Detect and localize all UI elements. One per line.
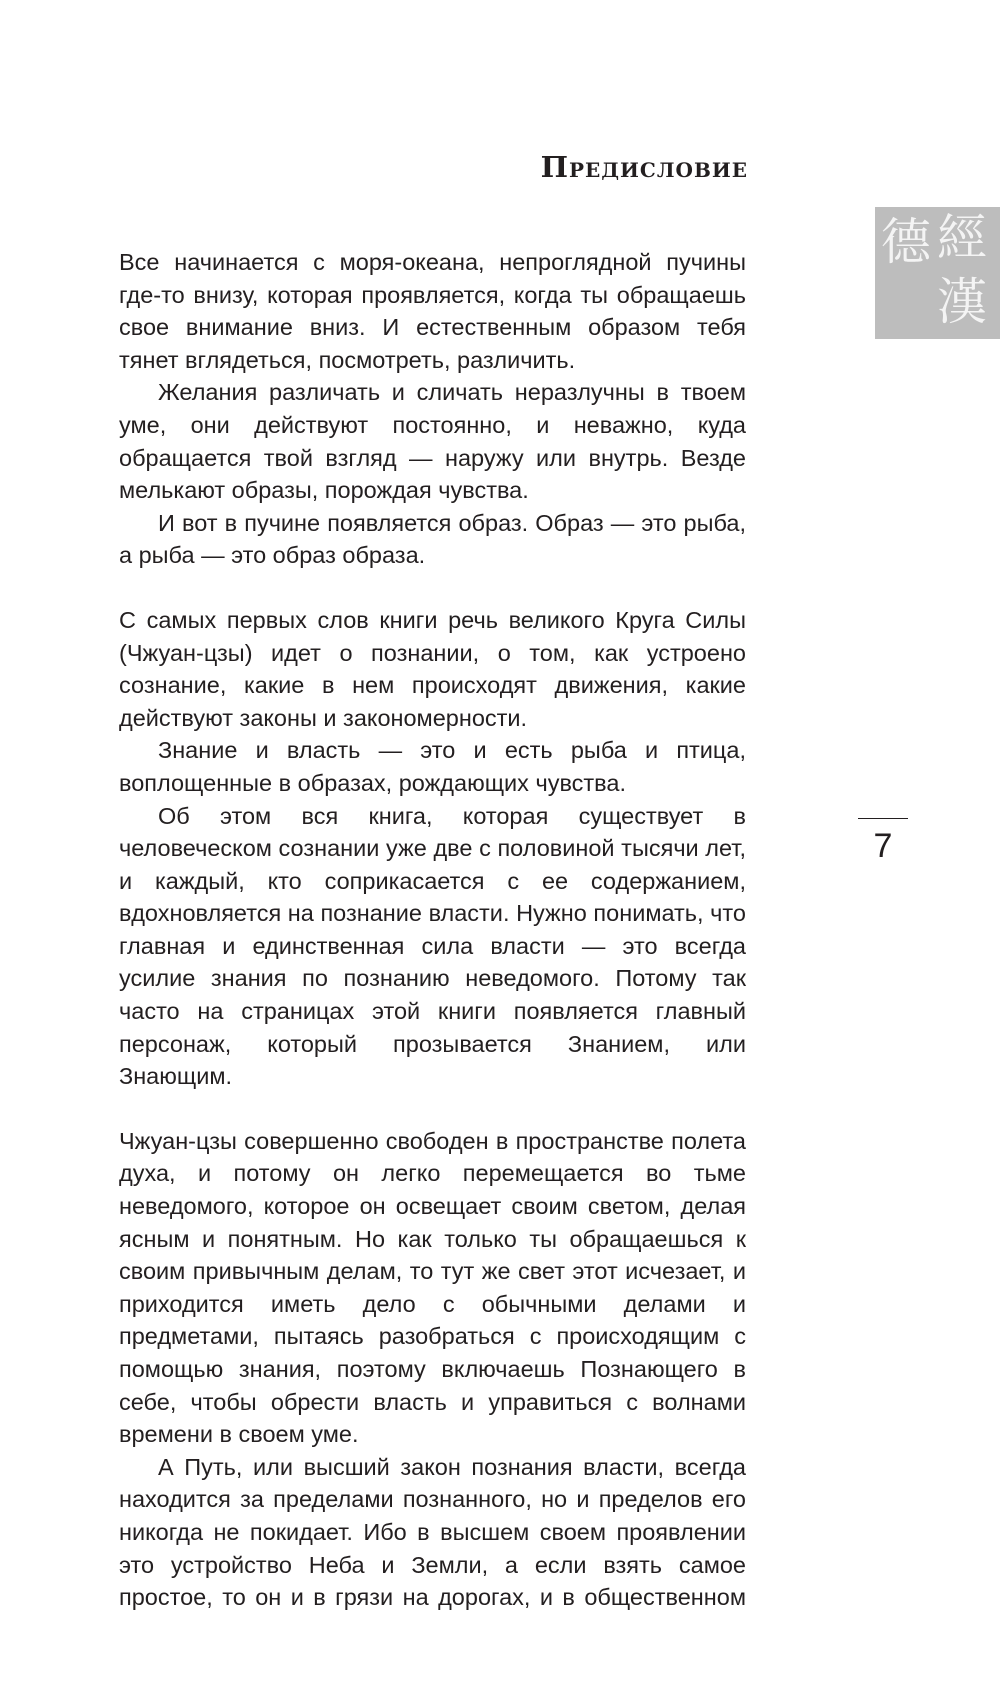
paragraph: А Путь, или высший закон познания власти, всегда находится за пределами познанного, но и пределов его никогда не покидает. Ибо в высшем своем проявлении это устройство Неба и Земли, а если взять самое простое, то он и в грязи на дорогах, и в общественном [119,1453,746,1611]
paragraph: Все начинается с моря-океана, непроглядной пучины где-то внизу, которая проявляется, когда ты обращаешь свое внимание вниз. И естественным образом тебя тянет вглядеться, посмотреть, различить. [119,249,746,373]
seal-stamp-image [875,207,1000,339]
paragraph: Знание и власть — это и есть рыба и птица, воплощенные в образах, рождающих чувства. [119,737,746,796]
section-gap [119,1093,746,1125]
section-gap [119,572,746,604]
paragraph: Об этом вся книга, которая существует в человеческом сознании уже две с половиной тысячи лет, и каждый, кто соприкасается с ее содержанием, вдохновляется на познание власти. Нужно понимать, что главная и единственная сила власти — это всегда усилие знания по познанию неведомого. Потому так часто на страницах этой книги появляется главный персонаж, который прозывается Знанием, или Знающим. [119,802,746,1090]
body-text [119,246,746,1614]
seal-glyph: 漢 [937,273,987,331]
paragraph: Чжуан-цзы совершенно свободен в пространстве полета духа, и потому он легко перемещается во тьме неведомого, которое он освещает своим светом, делая ясным и понятным. Но как только ты обращаешься к своим привычным делам, то тут же свет этот исчезает, и приходится иметь дело с обычными делами и предметами, пытаясь разобраться с происходящим с помощью знания, поэтому включаешь Познающего в себе, чтобы обрести власть и управиться с волнами времени в своем уме. [119,1127,746,1448]
seal-glyph: 經 [937,209,987,267]
paragraph: С самых первых слов книги речь великого Круга Силы (Чжуан-цзы) идет о познании, о том, как устроено сознание, какие в нем происходят движения, какие действуют законы и закономерности. [119,606,746,731]
page-title: Предисловие [540,150,748,184]
seal-glyph: 德 [881,213,931,271]
page-number-rule [858,818,908,819]
paragraph: И вот в пучине появляется образ. Образ — это рыба, а рыба — это образ образа. [119,509,746,569]
page-number: 7 [873,827,893,865]
paragraph: Желания различать и сличать неразлучны в твоем уме, они действуют постоянно, и неважно, куда обращается твой взгляд — наружу или внутрь. Везде мелькают образы, порождая чувства. [119,379,746,504]
